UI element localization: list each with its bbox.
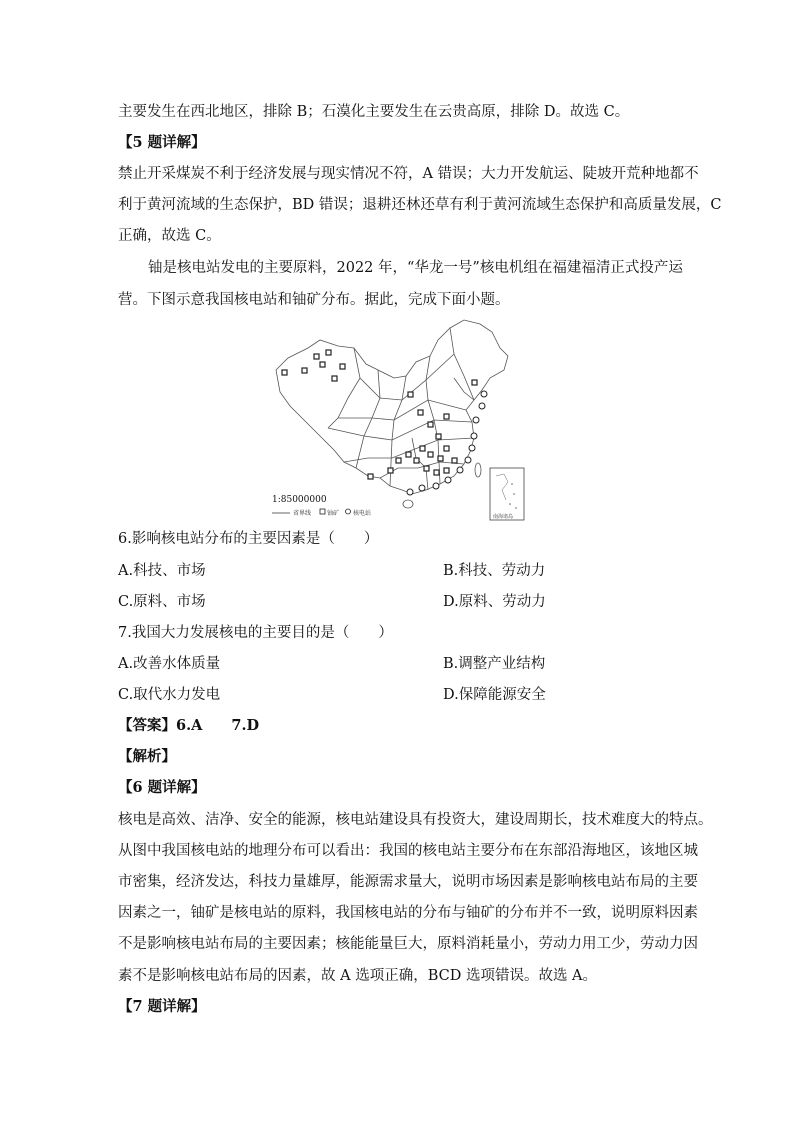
option-6d: D.原料、劳动力 (443, 594, 546, 610)
map-scale: 1:85000000 (272, 495, 327, 505)
explanation-line: 因素之一，铀矿是核电站的原料，我国核电站的分布与铀矿的分布并不一致，说明原料因素 (118, 905, 698, 921)
explanation-line: 素不是影响核电站布局的因素，故 A 选项正确，BCD 选项错误。故选 A。 (118, 968, 598, 984)
explanation-line: 从图中我国核电站的地理分布可以看出：我国的核电站主要分布在东部沿海地区，该地区城 (118, 843, 698, 859)
south-china-sea-inset (490, 468, 524, 520)
legend-uranium-label: 铀矿 (327, 510, 340, 517)
option-7b: B.调整产业结构 (443, 656, 546, 672)
text-line: 禁止开采煤炭不利于经济发展与现实情况不符，A 错误；大力开发航运、陡坡开荒种地都不 (118, 166, 699, 182)
uranium-legend-icon (320, 509, 325, 514)
option-6b: B.科技、劳动力 (443, 563, 546, 579)
section-heading-q5: 【5 题详解】 (118, 134, 206, 151)
answer-line: 【答案】6.A 7.D (118, 717, 260, 734)
china-nuclear-uranium-map (268, 318, 530, 522)
legend-boundary-label: 省界线 (293, 510, 312, 517)
legend-nuclear-label: 核电站 (353, 510, 372, 517)
inset-label: 南海诸岛 (493, 514, 514, 520)
option-6c: C.原料、市场 (118, 594, 206, 610)
text-line: 利于黄河流域的生态保护，BD 错误；退耕还林还草有利于黄河流域生态保护和高质量发展，C (118, 197, 722, 213)
question-7-stem: 7.我国大力发展核电的主要目的是（ ） (118, 625, 393, 641)
option-7a: A.改善水体质量 (118, 656, 221, 672)
option-6a: A.科技、市场 (118, 563, 206, 579)
text-line: 营。下图示意我国核电站和铀矿分布。据此，完成下面小题。 (118, 292, 510, 308)
nuclear-station-legend-icon (346, 509, 351, 514)
intro-paragraph: 铀是核电站发电的主要原料，2022 年，“华龙一号”核电机组在福建福清正式投产运 (148, 260, 683, 276)
text-line: 主要发生在西北地区，排除 B；石漠化主要发生在云贵高原，排除 D。故选 C。 (118, 104, 630, 120)
section-heading-q7: 【7 题详解】 (118, 998, 206, 1015)
text-line: 正确，故选 C。 (118, 228, 221, 244)
question-6-stem: 6.影响核电站分布的主要因素是（ ） (118, 531, 379, 547)
section-heading-q6: 【6 题详解】 (118, 779, 206, 796)
option-7c: C.取代水力发电 (118, 687, 221, 703)
option-7d: D.保障能源安全 (443, 687, 546, 703)
analysis-heading: 【解析】 (118, 748, 176, 765)
explanation-line: 不是影响核电站布局的主要因素；核能能量巨大，原料消耗量小，劳动力用工少，劳动力因 (118, 936, 698, 952)
explanation-line: 核电是高效、洁净、安全的能源，核电站建设具有投资大，建设周期长，技术难度大的特点。 (118, 812, 713, 828)
explanation-line: 市密集，经济发达，科技力量雄厚，能源需求量大，说明市场因素是影响核电站布局的主要 (118, 874, 698, 890)
